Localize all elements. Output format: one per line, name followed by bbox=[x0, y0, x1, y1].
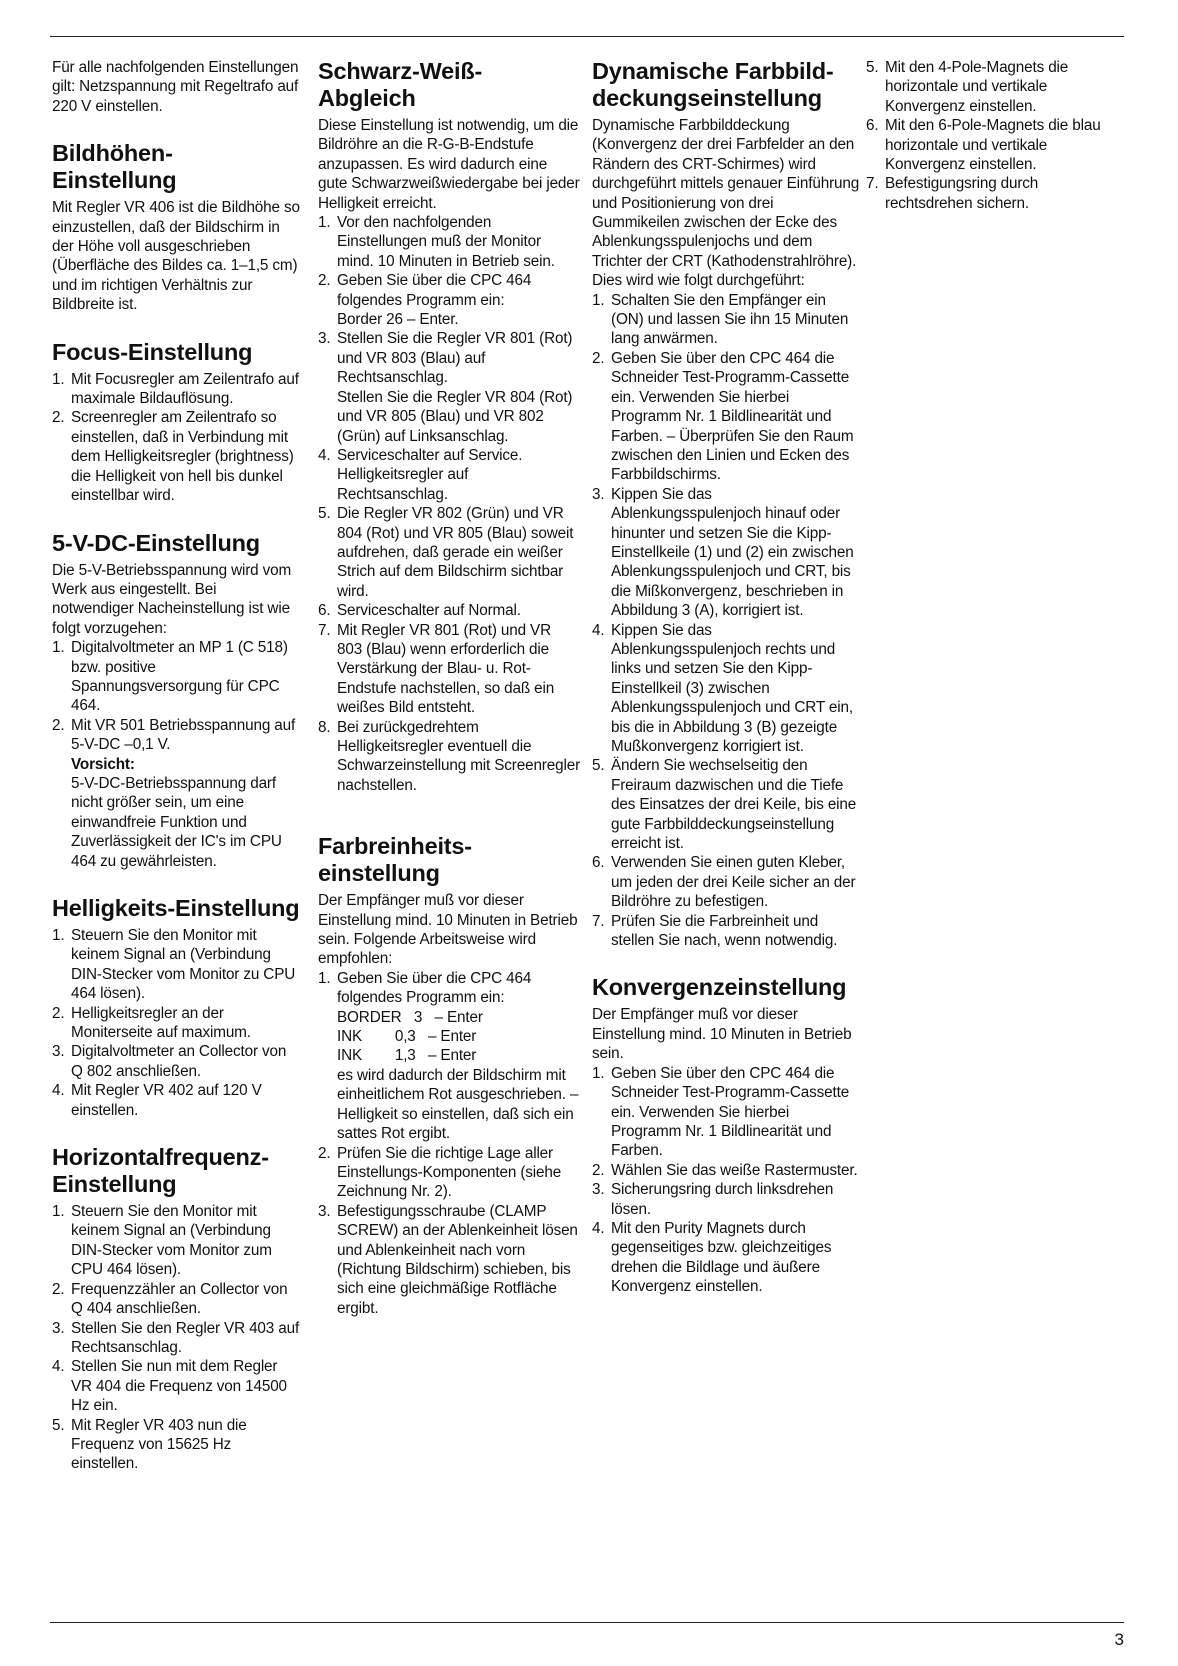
page-number: 3 bbox=[1114, 1630, 1124, 1649]
column-3 bbox=[592, 58, 862, 1297]
program-line: Border 26 – Enter. bbox=[337, 311, 459, 329]
program-line: INK 0,3 – Enter bbox=[337, 1028, 477, 1046]
paragraph-5v-dc: Die 5-V-Betriebsspannung wird vom Werk aus eingestellt. Bei notwendiger Nacheinstellung ist wie folgt vorzugehen: bbox=[52, 561, 292, 637]
list-item: 1. Mit Focusregler am Zeilentrafo auf maximale Bildauflösung. bbox=[52, 370, 299, 408]
list-item: 1. Steuern Sie den Monitor mit keinem Signal an (Verbindung DIN-Stecker vom Monitor zum CPU 464 lösen). bbox=[52, 1203, 272, 1279]
column-1 bbox=[52, 58, 300, 1474]
list-item: 5. Mit Regler VR 403 nun die Frequenz von 15625 Hz einstellen. bbox=[52, 1416, 247, 1473]
list-item: 3. Stellen Sie den Regler VR 403 auf Rechtsanschlag. bbox=[52, 1319, 300, 1356]
list-item: 4. Mit den Purity Magnets durch gegenseitiges bzw. gleichzeitiges drehen die Bildlage und äußere Konvergenz einstellen. bbox=[592, 1219, 832, 1296]
list-item: 5. Mit den 4-Pole-Magnets die horizontale und vertikale Konvergenz einstellen. bbox=[866, 59, 1069, 115]
list-item: 3. Stellen Sie die Regler VR 801 (Rot) und VR 803 (Blau) auf Rechtsanschlag. Stellen Sie die Regler VR 804 (Rot) und VR 805 (Blau) und VR 802 (Grün) auf Linksanschlag. bbox=[318, 330, 573, 445]
list-item: 7. Befestigungsring durch rechtsdrehen sichern. bbox=[866, 175, 1039, 212]
list-item: 4. Serviceschalter auf Service. Helligkeitsregler auf Rechtsanschlag. bbox=[318, 446, 523, 503]
paragraph-farbreinheit: Der Empfänger muß vor dieser Einstellung mind. 10 Minuten in Betrieb sein. Folgende Arbeitsweise wird empfohlen: bbox=[318, 892, 578, 968]
list-item: 2. Geben Sie über die CPC 464 folgendes Programm ein: Border 26 – Enter. bbox=[318, 271, 580, 329]
section-title-5v-dc: 5-V-DC-Einstellung bbox=[52, 529, 260, 556]
list-item: 2. Geben Sie über den CPC 464 die Schneider Test-Programm-Cassette ein. Verwenden Sie hierbei Programm Nr. 1 Bildlinearität und Farben. – Überprüfen Sie den Raum zwischen den Linien und Ecken des Farbbildschirms. bbox=[592, 349, 854, 484]
list-item: 7. Mit Regler VR 801 (Rot) und VR 803 (Blau) wenn erforderlich die Verstärkung der Blau- u. Rot-Endstufe nachstellen, so daß ein weißes Bild entsteht. bbox=[318, 621, 555, 717]
list-item: 1. Schalten Sie den Empfänger ein (ON) und lassen Sie ihn 15 Minuten lang anwärmen. bbox=[592, 291, 849, 348]
list-item: 5. Die Regler VR 802 (Grün) und VR 804 (Rot) und VR 805 (Blau) soweit aufdrehen, daß gerade ein weißer Strich auf dem Bildschirm sichtbar wird. bbox=[318, 505, 574, 600]
list-item: 2. Helligkeitsregler an der Moniterseite auf maximum. bbox=[52, 1004, 251, 1042]
list-item: 6. Verwenden Sie einen guten Kleber, um jeden der drei Keile sicher an der Bildröhre zu befestigen. bbox=[592, 854, 856, 911]
column-4 bbox=[866, 58, 1128, 213]
top-rule bbox=[50, 36, 1124, 37]
list-item: 6. Mit den 6-Pole-Magnets die blau horizontale und vertikale Konvergenz einstellen. bbox=[866, 117, 1101, 174]
list-item: 3. Digitalvoltmeter an Collector von Q 802 anschließen. bbox=[52, 1043, 287, 1080]
section-title-dynamische-farbbilddeckung: Dynamische Farbbild- deckungseinstellung bbox=[592, 58, 834, 111]
intro-paragraph: Für alle nachfolgenden Einstellungen gilt: Netzspannung mit Regeltrafo auf 220 V einstellen. bbox=[52, 59, 299, 115]
list-item: 2. Frequenzzähler an Collector von Q 404 anschließen. bbox=[52, 1280, 288, 1318]
list-item: 3. Sicherungsring durch linksdrehen lösen. bbox=[592, 1181, 834, 1218]
column-2 bbox=[318, 58, 580, 1318]
list-konvergenz-continued bbox=[866, 58, 1128, 213]
warning-title: Vorsicht: bbox=[71, 755, 135, 773]
section-title-schwarz-weiss: Schwarz-Weiß- Abgleich bbox=[318, 58, 483, 111]
list-konvergenz bbox=[592, 1064, 862, 1297]
list-dynamische-farbbilddeckung bbox=[592, 291, 862, 951]
paragraph-konvergenz: Der Empfänger muß vor dieser Einstellung mind. 10 Minuten in Betrieb sein. bbox=[592, 1006, 852, 1063]
section-title-focus: Focus-Einstellung bbox=[52, 338, 253, 365]
bottom-rule bbox=[50, 1622, 1124, 1623]
list-helligkeit bbox=[52, 926, 300, 1120]
list-item: 1. Geben Sie über die CPC 464 folgendes Programm ein: BORDER 3 – Enter INK 0,3 – Enter INK 1,3 – Enter es wird dadurch der Bildschirm mit einheitlichem Rot ausgeschrieben. – Helligkeit so einstellen, daß sich ein sattes Rot ergibt. bbox=[318, 969, 579, 1143]
paragraph-bildhoehe: Mit Regler VR 406 ist die Bildhöhe so einzustellen, daß der Bildschirm in der Höhe voll ausgeschrieben (Überfläche des Bildes ca. 1–1,5 cm) und im richtigen Verhältnis zur Bildbreite ist. bbox=[52, 199, 300, 314]
list-focus bbox=[52, 370, 300, 506]
list-item: 1. Vor den nachfolgenden Einstellungen muß der Monitor mind. 10 Minuten in Betrieb sein. bbox=[318, 214, 555, 270]
list-item: 7. Prüfen Sie die Farbreinheit und stellen Sie nach, wenn notwendig. bbox=[592, 912, 838, 950]
list-item: 6. Serviceschalter auf Normal. bbox=[318, 602, 521, 620]
section-title-farbreinheit: Farbreinheits- einstellung bbox=[318, 833, 472, 887]
list-item: 1. Geben Sie über den CPC 464 die Schneider Test-Programm-Cassette ein. Verwenden Sie hierbei Programm Nr. 1 Bildlinearität und Farben. bbox=[592, 1064, 850, 1160]
list-item: 2. Wählen Sie das weiße Rastermuster. bbox=[592, 1161, 858, 1179]
list-item: 1. Digitalvoltmeter an MP 1 (C 518) bzw. positive Spannungsversorgung für CPC 464. bbox=[52, 639, 288, 715]
list-schwarz-weiss bbox=[318, 213, 580, 795]
list-item: 8. Bei zurückgedrehtem Helligkeitsregler eventuell die Schwarzeinstellung mit Screenregler nachstellen. bbox=[318, 718, 581, 794]
list-item: 2. Mit VR 501 Betriebsspannung auf 5-V-DC –0,1 V. Vorsicht: 5-V-DC-Betriebsspannung darf nicht größer sein, um eine einwandfreie Funktion und Zuverlässigkeit der IC's im CPU 464 zu gewährleisten. bbox=[52, 716, 300, 871]
warning-text: 5-V-DC-Betriebsspannung darf nicht größer sein, um eine einwandfreie Funktion und Zuverlässigkeit der IC's im CPU 464 zu gewährleisten. bbox=[71, 774, 282, 870]
list-farbreinheit bbox=[318, 969, 580, 1318]
list-item: 4. Kippen Sie das Ablenkungsspulenjoch rechts und links und setzen Sie den Kipp-Einstellkeil (3) zwischen Ablenkungsspulenjoch und CRT ein, bis die in Abbildung 3 (B) gezeigte Mußkonvergenz korrigiert ist. bbox=[592, 621, 853, 755]
program-line: BORDER 3 – Enter bbox=[337, 1008, 483, 1026]
list-item: 3. Kippen Sie das Ablenkungsspulenjoch hinauf oder hinunter und setzen Sie die Kipp-Einstellkeile (1) und (2) ein zwischen Ablenkungsspulenjoch und CRT, bis die Mißkonvergenz, beschrieben in Abbildung 3 (A), korrigiert ist. bbox=[592, 485, 854, 620]
list-5v-dc bbox=[52, 638, 300, 871]
section-title-horizontalfrequenz: Horizontalfrequenz- Einstellung bbox=[52, 1144, 269, 1198]
list-item: 3. Befestigungsschraube (CLAMP SCREW) an der Ablenkeinheit lösen und Ablenkeinheit nach vorn (Richtung Bildschirm) schieben, bis sich eine gleichmäßige Rotfläche ergibt. bbox=[318, 1202, 578, 1317]
list-item: 4. Mit Regler VR 402 auf 120 V einstellen. bbox=[52, 1082, 262, 1119]
section-title-helligkeit: Helligkeits-Einstellung bbox=[52, 895, 300, 921]
list-item: 2. Prüfen Sie die richtige Lage aller Einstellungs-Komponenten (siehe Zeichnung Nr. 2). bbox=[318, 1144, 562, 1201]
list-item: 4. Stellen Sie nun mit dem Regler VR 404 die Frequenz von 14500 Hz ein. bbox=[52, 1358, 287, 1415]
paragraph-schwarz-weiss: Diese Einstellung ist notwendig, um die Bildröhre an die R-G-B-Endstufe anzupassen. Es wird dadurch eine gute Schwarzweißwiedergabe bei jeder Helligkeit erreicht. bbox=[318, 117, 580, 212]
list-horizontalfrequenz bbox=[52, 1202, 300, 1474]
list-item: 2. Screenregler am Zeilentrafo so einstellen, daß in Verbindung mit dem Helligkeitsregler (brightness) die Helligkeit von hell bis dunkel einstellbar wird. bbox=[52, 409, 294, 505]
program-line: INK 1,3 – Enter bbox=[337, 1047, 477, 1065]
list-item: 5. Ändern Sie wechselseitig den Freiraum dazwischen und die Tiefe des Einsatzes der drei Keile, bis eine gute Farbbilddeckungseinstellung erreicht ist. bbox=[592, 757, 857, 853]
section-title-konvergenz: Konvergenzeinstellung bbox=[592, 974, 847, 1001]
section-title-bildhoehe: Bildhöhen- Einstellung bbox=[52, 140, 177, 194]
list-item: 1. Steuern Sie den Monitor mit keinem Signal an (Verbindung DIN-Stecker vom Monitor zu CPU 464 lösen). bbox=[52, 927, 296, 1003]
paragraph-dynamische-farbbilddeckung: Dynamische Farbbilddeckung (Konvergenz der drei Farbfelder an den Rändern des CRT-Schirmes) wird durchgeführt mittels genauer Einführung und Positionierung von drei Gummikeilen zwischen der Ecke des Ablenkungsspulenjochs und dem Trichter der CRT (Kathodenstrahlröhre). Dies wird wie folgt durchgeführt: bbox=[592, 117, 860, 290]
